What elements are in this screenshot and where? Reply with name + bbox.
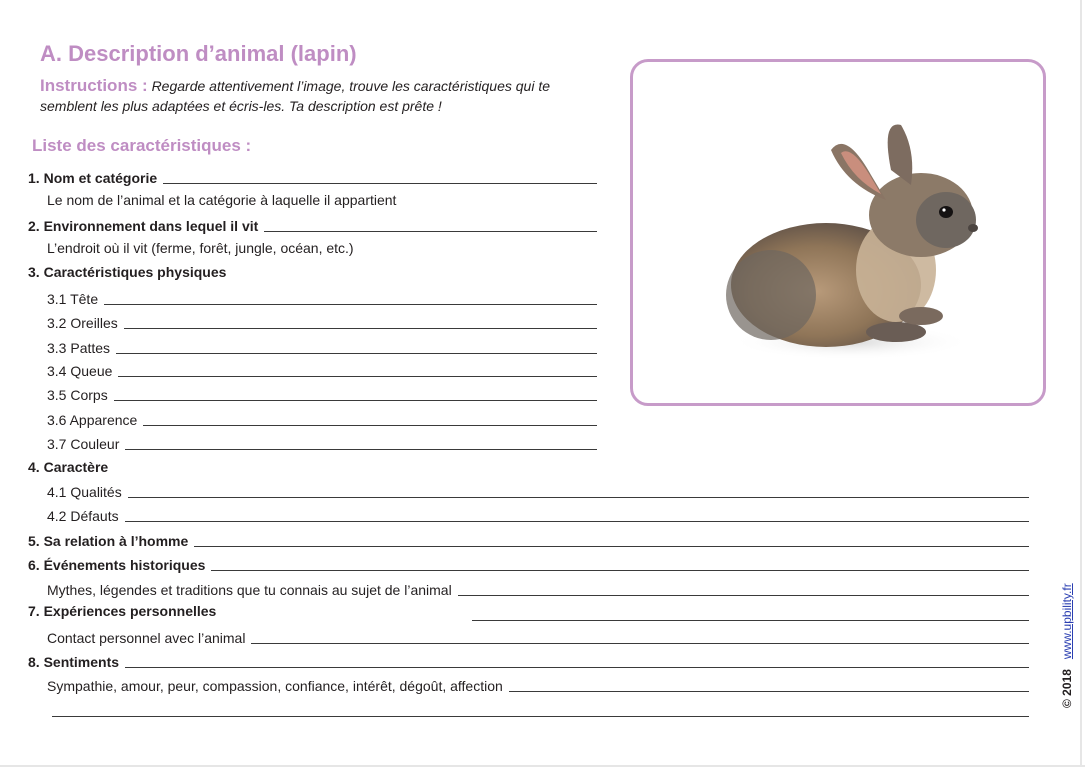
hint-nom: Le nom de l’animal et la catégorie à laquelle il appartient <box>47 192 397 208</box>
field-nom[interactable] <box>28 166 597 186</box>
field-label: 3.7 Couleur <box>47 436 120 452</box>
answer-line[interactable] <box>118 362 597 377</box>
answer-line[interactable] <box>125 435 597 450</box>
field-corps[interactable] <box>47 383 597 403</box>
answer-line[interactable] <box>114 386 597 401</box>
field-label: 4.2 Défauts <box>47 508 119 524</box>
field-evenements-hint[interactable] <box>47 578 1029 598</box>
field-label: 8. Sentiments <box>28 654 120 670</box>
field-label: 3.5 Corps <box>47 387 108 403</box>
answer-line[interactable] <box>163 169 597 184</box>
field-physique-heading: 3. Caractéristiques physiques <box>28 264 227 280</box>
photo-frame <box>630 59 1046 406</box>
answer-line[interactable] <box>104 290 597 305</box>
field-label: 1. Nom et catégorie <box>28 170 158 186</box>
answer-line[interactable] <box>264 217 597 232</box>
field-couleur[interactable] <box>47 432 597 452</box>
answer-line[interactable] <box>251 629 1029 644</box>
field-hint: Mythes, légendes et traditions que tu connais au sujet de l’animal <box>47 582 452 598</box>
instructions-text: Regarde attentivement l’image, trouve les caractéristiques qui te semblent les plus adaptées et écris-les. Ta description est prête ! <box>40 78 550 114</box>
field-apparence[interactable] <box>47 408 597 428</box>
field-pattes[interactable] <box>47 336 597 356</box>
field-defauts[interactable] <box>47 504 1029 524</box>
worksheet-title: A. Description d’animal (lapin) <box>40 41 357 66</box>
field-label: 4.1 Qualités <box>47 484 122 500</box>
field-experiences-hint[interactable] <box>47 626 1029 646</box>
field-label: 3.2 Oreilles <box>47 315 118 331</box>
field-label: 3.1 Tête <box>47 291 99 307</box>
answer-line[interactable] <box>211 556 1029 571</box>
field-evenements[interactable] <box>28 553 1029 573</box>
field-experiences-heading: 7. Expériences personnelles <box>28 603 217 619</box>
website-link[interactable]: www.upbility.fr <box>1060 583 1074 660</box>
answer-line[interactable] <box>124 314 597 329</box>
instructions-label: Instructions : <box>40 76 148 95</box>
field-label: 3.3 Pattes <box>47 340 111 356</box>
field-oreilles[interactable] <box>47 311 597 331</box>
field-tete[interactable] <box>47 287 597 307</box>
copyright-text: © 2018 <box>1060 669 1074 708</box>
answer-line[interactable] <box>128 483 1029 498</box>
field-relation[interactable] <box>28 529 1029 549</box>
instructions <box>40 76 600 116</box>
field-hint: Sympathie, amour, peur, compassion, confiance, intérêt, dégoût, affection <box>47 678 503 694</box>
answer-line[interactable] <box>116 339 597 354</box>
field-label: 5. Sa relation à l’homme <box>28 533 189 549</box>
answer-line[interactable] <box>125 653 1029 668</box>
answer-line[interactable] <box>143 411 597 426</box>
answer-line[interactable] <box>125 507 1029 522</box>
copyright-footer <box>1060 583 1074 708</box>
field-label: 3.6 Apparence <box>47 412 138 428</box>
field-sentiments-hint[interactable] <box>47 674 1029 694</box>
field-environnement[interactable] <box>28 214 597 234</box>
hint-environnement: L’endroit où il vit (ferme, forêt, jungle, océan, etc.) <box>47 240 354 256</box>
answer-line[interactable] <box>509 677 1029 692</box>
field-sentiments[interactable] <box>28 650 1029 670</box>
answer-line[interactable] <box>194 532 1029 547</box>
field-hint: Contact personnel avec l’animal <box>47 630 246 646</box>
rabbit-photo <box>721 120 991 380</box>
field-label: 2. Environnement dans lequel il vit <box>28 218 259 234</box>
page-edge-right <box>1080 0 1082 767</box>
list-heading: Liste des caractéristiques : <box>32 136 252 155</box>
answer-line[interactable] <box>52 716 1029 717</box>
field-queue[interactable] <box>47 359 597 379</box>
field-caractere-heading: 4. Caractère <box>28 459 109 475</box>
field-label: 6. Événements historiques <box>28 557 206 573</box>
answer-line[interactable] <box>472 620 1029 621</box>
field-qualites[interactable] <box>47 480 1029 500</box>
field-label: 3.4 Queue <box>47 363 113 379</box>
answer-line[interactable] <box>458 581 1029 596</box>
